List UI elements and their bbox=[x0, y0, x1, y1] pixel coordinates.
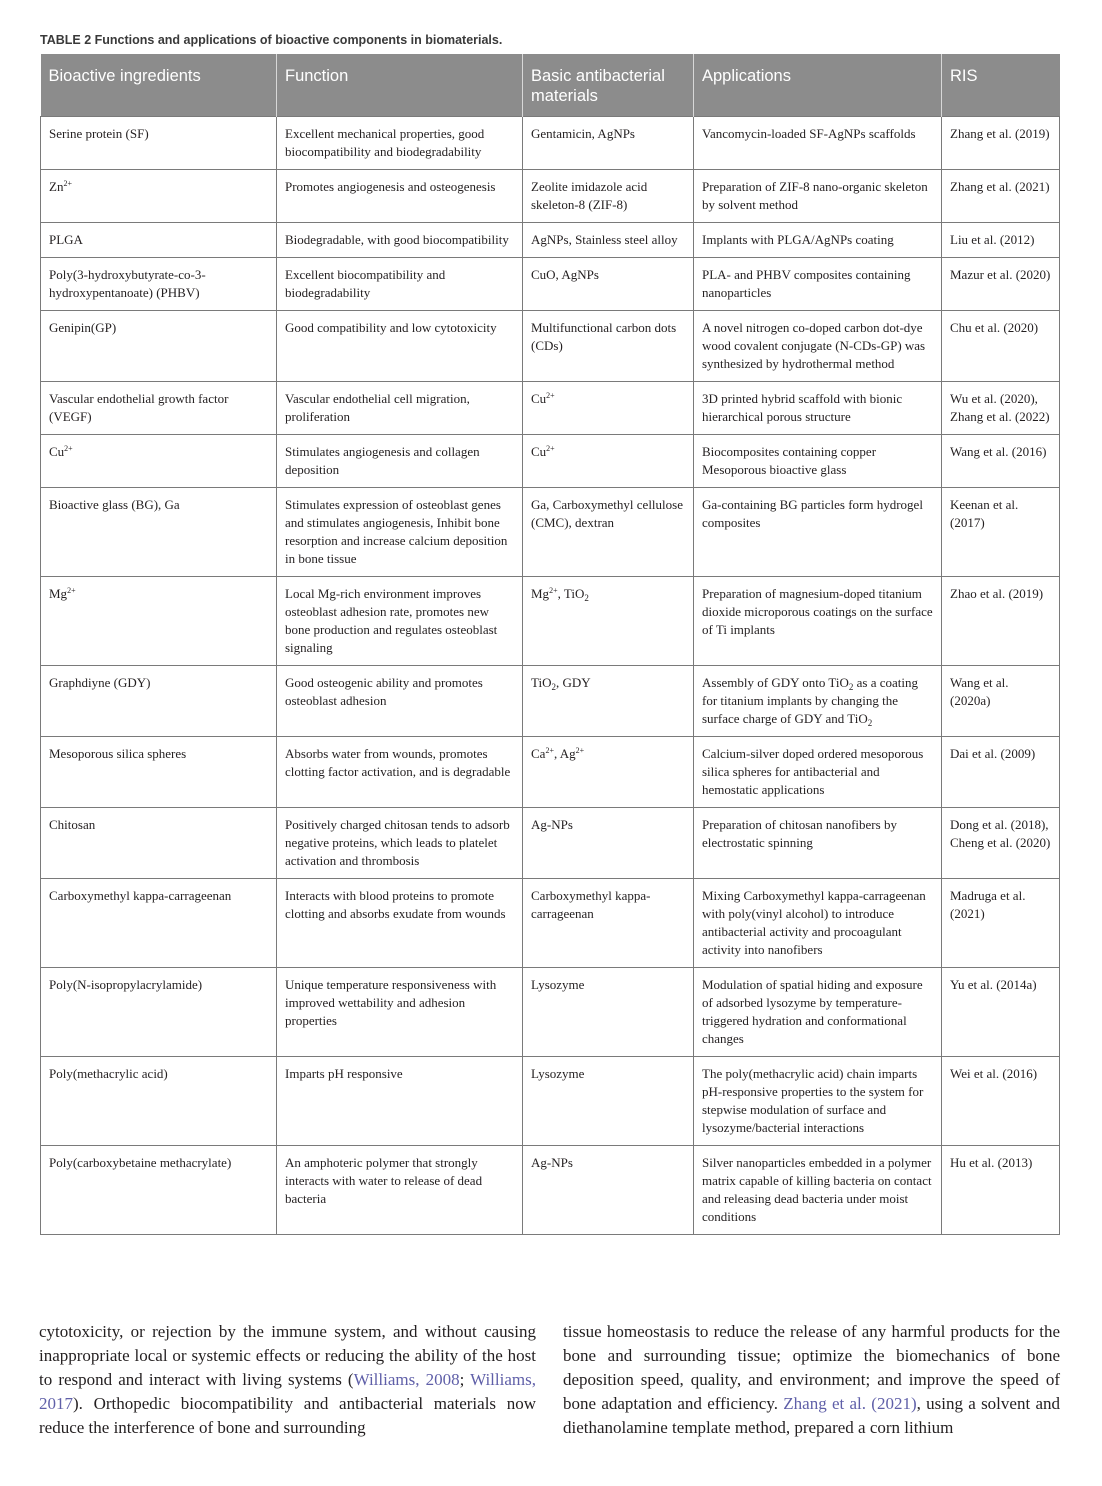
cell-function: Biodegradable, with good biocompatibility bbox=[277, 223, 523, 258]
cell-ingredient: Genipin(GP) bbox=[41, 311, 277, 382]
cell-materials: CuO, AgNPs bbox=[523, 258, 694, 311]
body-text: ). Orthopedic biocompatibility and antibacterial materials now reduce the interference of bone and surrounding bbox=[39, 1394, 536, 1437]
cell-materials: AgNPs, Stainless steel alloy bbox=[523, 223, 694, 258]
table-row bbox=[41, 577, 1060, 666]
cell-ingredient: $Zn^{2+}$ bbox=[41, 170, 277, 223]
cell-ris[interactable]: Dai et al. (2009) bbox=[942, 737, 1060, 808]
cell-materials: Gentamicin, AgNPs bbox=[523, 117, 694, 170]
cell-function: Stimulates angiogenesis and collagen deposition bbox=[277, 435, 523, 488]
cell-ris[interactable]: Zhang et al. (2019) bbox=[942, 117, 1060, 170]
cell-applications: A novel nitrogen co-doped carbon dot-dye wood covalent conjugate (N-CDs-GP) was synthesized by hydrothermal method bbox=[694, 311, 942, 382]
cell-ingredient: Mesoporous silica spheres bbox=[41, 737, 277, 808]
body-text: ; bbox=[459, 1370, 471, 1389]
table-row bbox=[41, 666, 1060, 737]
cell-ingredient: Poly(3-hydroxybutyrate-co-3-hydroxypentanoate) (PHBV) bbox=[41, 258, 277, 311]
cell-materials: Ga, Carboxymethyl cellulose (CMC), dextran bbox=[523, 488, 694, 577]
cell-applications: The poly(methacrylic acid) chain imparts pH-responsive properties to the system for stepwise modulation of surface and lysozyme/bacterial interactions bbox=[694, 1057, 942, 1146]
cell-ingredient: Poly(carboxybetaine methacrylate) bbox=[41, 1146, 277, 1235]
cell-ris[interactable]: Zhao et al. (2019) bbox=[942, 577, 1060, 666]
header-applications: Applications bbox=[694, 54, 942, 117]
cell-function: Excellent mechanical properties, good biocompatibility and biodegradability bbox=[277, 117, 523, 170]
table-row bbox=[41, 258, 1060, 311]
cell-applications: 3D printed hybrid scaffold with bionic hierarchical porous structure bbox=[694, 382, 942, 435]
cell-materials: TiO$_2$, GDY bbox=[523, 666, 694, 737]
cell-materials: Carboxymethyl kappa-carrageenan bbox=[523, 879, 694, 968]
cell-ingredient: Graphdiyne (GDY) bbox=[41, 666, 277, 737]
cell-materials: $Cu^{2+}$ bbox=[523, 382, 694, 435]
cell-ingredient: Bioactive glass (BG), Ga bbox=[41, 488, 277, 577]
cell-ingredient: Carboxymethyl kappa-carrageenan bbox=[41, 879, 277, 968]
cell-function: Good compatibility and low cytotoxicity bbox=[277, 311, 523, 382]
cell-function: Imparts pH responsive bbox=[277, 1057, 523, 1146]
cell-applications: Preparation of magnesium-doped titanium dioxide microporous coatings on the surface of Ti implants bbox=[694, 577, 942, 666]
cell-materials: $Cu^{2+}$ bbox=[523, 435, 694, 488]
cell-applications: Preparation of ZIF-8 nano-organic skeleton by solvent method bbox=[694, 170, 942, 223]
table-caption: TABLE 2 Functions and applications of bioactive components in biomaterials. bbox=[40, 33, 503, 47]
bioactive-components-table bbox=[40, 54, 1060, 1235]
cell-applications: Biocomposites containing copper Mesoporous bioactive glass bbox=[694, 435, 942, 488]
cell-materials: Lysozyme bbox=[523, 1057, 694, 1146]
header-ingredients: Bioactive ingredients bbox=[41, 54, 277, 117]
cell-ris[interactable]: Dong et al. (2018), Cheng et al. (2020) bbox=[942, 808, 1060, 879]
cell-function: Stimulates expression of osteoblast genes and stimulates angiogenesis, Inhibit bone resorption and increase calcium deposition in bone tissue bbox=[277, 488, 523, 577]
cell-ris[interactable]: Zhang et al. (2021) bbox=[942, 170, 1060, 223]
table-row bbox=[41, 488, 1060, 577]
cell-ingredient: Serine protein (SF) bbox=[41, 117, 277, 170]
cell-function: Good osteogenic ability and promotes osteoblast adhesion bbox=[277, 666, 523, 737]
cell-ingredient: Vascular endothelial growth factor (VEGF) bbox=[41, 382, 277, 435]
cell-materials: Lysozyme bbox=[523, 968, 694, 1057]
cell-materials: Zeolite imidazole acid skeleton-8 (ZIF-8) bbox=[523, 170, 694, 223]
cell-function: Vascular endothelial cell migration, proliferation bbox=[277, 382, 523, 435]
cell-applications: Preparation of chitosan nanofibers by electrostatic spinning bbox=[694, 808, 942, 879]
table-row bbox=[41, 311, 1060, 382]
table-header-row bbox=[41, 54, 1060, 117]
cell-materials: Multifunctional carbon dots (CDs) bbox=[523, 311, 694, 382]
citation-link[interactable]: Zhang et al. (2021) bbox=[783, 1394, 917, 1413]
cell-applications: PLA- and PHBV composites containing nanoparticles bbox=[694, 258, 942, 311]
citation-link[interactable]: Williams, 2017 bbox=[39, 1370, 536, 1413]
cell-materials: Ag-NPs bbox=[523, 1146, 694, 1235]
table-row bbox=[41, 382, 1060, 435]
cell-ris[interactable]: Madruga et al. (2021) bbox=[942, 879, 1060, 968]
cell-ingredient: Poly(methacrylic acid) bbox=[41, 1057, 277, 1146]
table-body bbox=[41, 117, 1060, 1235]
cell-applications: Ga-containing BG particles form hydrogel composites bbox=[694, 488, 942, 577]
body-text: tissue homeostasis to reduce the release of any harmful products for the bone and surrounding tissue; optimize the biomechanics of bone deposition speed, quality, and environment; and improve the speed of bone adaptation and efficiency. bbox=[563, 1322, 1060, 1413]
cell-applications: Silver nanoparticles embedded in a polymer matrix capable of killing bacteria on contact and releasing dead bacteria under moist conditions bbox=[694, 1146, 942, 1235]
cell-applications: Mixing Carboxymethyl kappa-carrageenan with poly(vinyl alcohol) to introduce antibacterial activity and procoagulant activity into nanofibers bbox=[694, 879, 942, 968]
cell-function: Positively charged chitosan tends to adsorb negative proteins, which leads to platelet activation and thrombosis bbox=[277, 808, 523, 879]
cell-ris[interactable]: Keenan et al. (2017) bbox=[942, 488, 1060, 577]
cell-ris[interactable]: Wang et al. (2016) bbox=[942, 435, 1060, 488]
cell-ris[interactable]: Wu et al. (2020), Zhang et al. (2022) bbox=[942, 382, 1060, 435]
table-row bbox=[41, 435, 1060, 488]
cell-function: Absorbs water from wounds, promotes clotting factor activation, and is degradable bbox=[277, 737, 523, 808]
table-row bbox=[41, 737, 1060, 808]
cell-ris[interactable]: Mazur et al. (2020) bbox=[942, 258, 1060, 311]
cell-function: Interacts with blood proteins to promote clotting and absorbs exudate from wounds bbox=[277, 879, 523, 968]
citation-link[interactable]: Williams, 2008 bbox=[353, 1370, 460, 1389]
cell-materials: $Mg^{2+}$, TiO$_2$ bbox=[523, 577, 694, 666]
cell-applications: Assembly of GDY onto TiO$_2$ as a coating for titanium implants by changing the surface charge of GDY and TiO$_2$ bbox=[694, 666, 942, 737]
cell-applications: Vancomycin-loaded SF-AgNPs scaffolds bbox=[694, 117, 942, 170]
table-row bbox=[41, 170, 1060, 223]
header-ris: RIS bbox=[942, 54, 1060, 117]
cell-ingredient: $Mg^{2+}$ bbox=[41, 577, 277, 666]
table-row bbox=[41, 1057, 1060, 1146]
table-row bbox=[41, 808, 1060, 879]
cell-applications: Calcium-silver doped ordered mesoporous silica spheres for antibacterial and hemostatic applications bbox=[694, 737, 942, 808]
cell-ris[interactable]: Hu et al. (2013) bbox=[942, 1146, 1060, 1235]
cell-ris[interactable]: Yu et al. (2014a) bbox=[942, 968, 1060, 1057]
cell-ris[interactable]: Wei et al. (2016) bbox=[942, 1057, 1060, 1146]
table-row bbox=[41, 117, 1060, 170]
body-text-right-column bbox=[563, 1320, 1060, 1440]
table-row bbox=[41, 968, 1060, 1057]
cell-ris[interactable]: Liu et al. (2012) bbox=[942, 223, 1060, 258]
cell-applications: Implants with PLGA/AgNPs coating bbox=[694, 223, 942, 258]
body-text: , using a solvent and diethanolamine template method, prepared a corn lithium bbox=[563, 1394, 1060, 1437]
cell-ris[interactable]: Chu et al. (2020) bbox=[942, 311, 1060, 382]
table-row bbox=[41, 223, 1060, 258]
body-text-left-column bbox=[39, 1320, 536, 1440]
cell-function: Unique temperature responsiveness with improved wettability and adhesion properties bbox=[277, 968, 523, 1057]
cell-ingredient: Chitosan bbox=[41, 808, 277, 879]
header-function: Function bbox=[277, 54, 523, 117]
cell-ris[interactable]: Wang et al. (2020a) bbox=[942, 666, 1060, 737]
cell-applications: Modulation of spatial hiding and exposure of adsorbed lysozyme by temperature-triggered hydration and conformational changes bbox=[694, 968, 942, 1057]
cell-materials: $Ca^{2+}$, $Ag^{2+}$ bbox=[523, 737, 694, 808]
header-materials: Basic antibacterial materials bbox=[523, 54, 694, 117]
body-text: cytotoxicity, or rejection by the immune system, and without causing inappropriate local or systemic effects or reducing the ability of the host to respond and interact with living systems ( bbox=[39, 1322, 536, 1389]
cell-ingredient: PLGA bbox=[41, 223, 277, 258]
cell-ingredient: $Cu^{2+}$ bbox=[41, 435, 277, 488]
table-row bbox=[41, 1146, 1060, 1235]
cell-function: Excellent biocompatibility and biodegradability bbox=[277, 258, 523, 311]
cell-ingredient: Poly(N-isopropylacrylamide) bbox=[41, 968, 277, 1057]
cell-materials: Ag-NPs bbox=[523, 808, 694, 879]
cell-function: An amphoteric polymer that strongly interacts with water to release of dead bacteria bbox=[277, 1146, 523, 1235]
table-row bbox=[41, 879, 1060, 968]
cell-function: Promotes angiogenesis and osteogenesis bbox=[277, 170, 523, 223]
cell-function: Local Mg-rich environment improves osteoblast adhesion rate, promotes new bone production and regulates osteoblast signaling bbox=[277, 577, 523, 666]
